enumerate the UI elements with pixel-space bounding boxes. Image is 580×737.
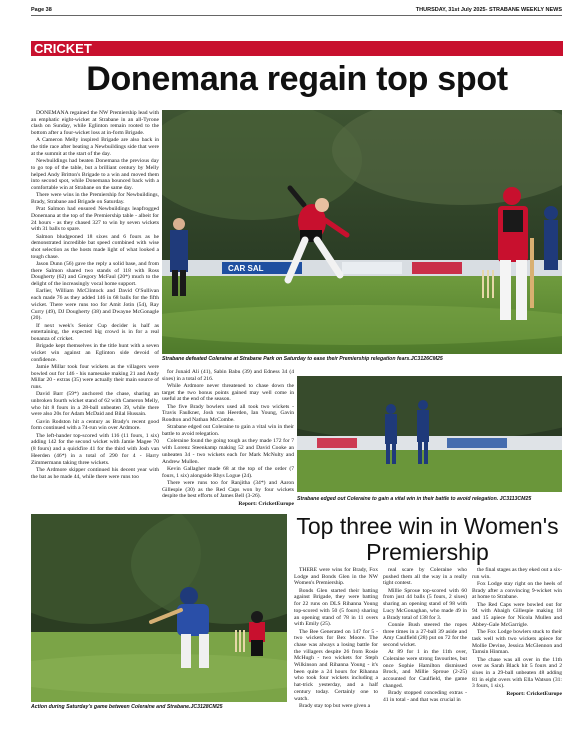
side-photo [297, 376, 562, 492]
article2-column2 [383, 567, 467, 717]
paragraph: The five Brady bowlers used all took two wickets - Travis Faulkner, Josh van Heerden, Ian Young, Gavin Rondton and Nathan McCombe. [162, 403, 294, 424]
paragraph: There were wins in the Premiership for Newbuildings, Brady, Strabane and Brigade on Saturday. [31, 192, 159, 205]
paragraph: At 89 for 1 in the 11th over, Coleraine were strong favourites, but once Sophie Hamilton dismissed Brock, and Millie Sproue (2-25) accounted for Caulfield, the game changed. [383, 649, 467, 689]
paragraph: The Bee Generated on 147 for 5 - two wickets for Bex Moore. The chase was always a losing battle for the villagers despite 26 from Rosie McHugh - two wickets for Steph Wilkinson and Rihanna Young - it's been quite a 24 hours for Rihanna who took four wickets including a hat-trick yesterday, and a half century today. Certainly one to watch. [294, 628, 378, 702]
paragraph: Gavin Rodston hit a century as Brady's recent good form continued with a 74-run win over Ardmore. [31, 418, 159, 432]
report-credit: Report: CricketEurope [238, 500, 294, 507]
article2-column1 [294, 567, 378, 717]
headline: Donemana regain top spot [86, 60, 508, 98]
article2-column3 [472, 567, 562, 717]
paragraph: Newbuildings had beaten Donemana the previous day to go top of the table, but a brilliant century by Melly helped Andy Britton's Brigade to a win and moved them into second spot, while Donemana bounced back with a comfortable win at Strabane on the same day. [31, 158, 159, 191]
paragraph: Bonds Glen started their batting against Brigade, they were batting for 22 runs on DLS Rihanna Young top-scored with 50 (5 fours) sharing an opening stand of 78 in 11 overs with Emily (25). [294, 587, 378, 628]
paragraph: Brigade kept themselves in the title hunt with a seven wicket win against an Eglinton side devoid of confidence. [31, 343, 159, 363]
paragraph: Fox Lodge stay right on the heels of Brady after a convincing 9-wicket win at home to Strabane. [472, 581, 562, 601]
paragraph: The Fox Lodge bowlers stuck to their task well with two wickets apiece for Mollie Devine, Jessica McGlennon and Tamsin Hinman. [472, 629, 562, 656]
paragraph: A Cameron Melly inspired Brigade are also back in the title race after beating a Newbuildings side that were at the summit at the start of the day. [31, 137, 159, 157]
headline-womens-premiership: Top three win in Women's Premiership [296, 513, 559, 565]
paragraph: While Ardmore never threatened to chase down the target the two bonus points gained may well come in useful at the end of the season. [162, 383, 294, 403]
edition-line: THURSDAY, 31st July 2025- STRABANE WEEKLY NEWS [415, 7, 562, 13]
paragraph: Strabane edged out Coleraine to gain a vital win in their battle to avoid relegation. [162, 424, 294, 438]
paragraph: Prat Salmon had ensured Newbuildings leapfrogged Donemana at the top of the Premiership table - albeit for 24 hours - as they chased 327 to win by seven wickets with 31 balls to spare. [31, 206, 159, 233]
paragraph: Connie Bush steered the ropes three times in a 27-ball 39 aside and Amy Caulfield (28) put on 72 for the second wicket. [383, 621, 467, 648]
article1-column2 [162, 369, 294, 507]
paragraph: The Red Caps were bowled out for 94 with Abaigh Gillespie making 18 and 15 apiece for Nicola Mullen and Abbey-Gale McGarrigle. [472, 601, 562, 628]
bottom-photo-caption: Action during Saturday's game between Coleraine and Strabane.JC3128CM25 [31, 704, 223, 710]
paragraph: Coleraine found the going tough as they made 172 for 7 with Lorenz Steenkamp making 52 and David Cooke an unbeaten 34 - two wickets each for Mark McNulty and Andrew Mullen. [162, 438, 294, 465]
paragraph: Earlier, William McClintock and David O'Sullivan each made 76 as they added 146 in 68 balls for the fifth wicket. There were runs too for Amit Jotin (54), Ray Curry (49), DJ Dougherty (38) and Dwayne McGonagle (20). [31, 288, 159, 322]
stumps [482, 270, 494, 298]
paragraph: for Junaid Ali (41), Sabin Babu (39) and Edness 34 (4 sixes) in a total of 216. [162, 369, 294, 382]
section-label: CRICKET [31, 41, 563, 56]
paragraph: Brady stay top but were given a [299, 702, 371, 709]
paragraph: There were runs too for Ranjitha (34*) and Aaron Gillespie (30) as the Red Caps won by four wickets despite the best efforts of James Bell (3-26). [162, 479, 294, 500]
bottom-photo [31, 514, 287, 702]
paragraph: Jamie Millar took four wickets as the villagers were bowled out for 146 - his namesake making 21 and Andy Millar 20 - extras (35) were actually their main source of runs. [31, 363, 159, 391]
keeper-figure [249, 611, 265, 656]
fielder-figure [544, 206, 558, 270]
page-header [31, 4, 562, 16]
side-photo-caption: Strabane edged out Coleraine to gain a vital win in their battle to avoid relegation. JC3113CM25 [297, 496, 532, 502]
paragraph: David Barr (59*) anchored the chase, sharing an unbroken fourth wicket stand of 62 with Cameron Melly, who hit 8 fours in a 28-ball unbeaten 39, while there were also 20s for Adam McDaid and Bilal Hussain. [31, 391, 159, 418]
paragraph: The chase was all over in the 11th over as Sarah Black hit 5 fours and 2 sixes in a 29-ball unbeaten 48 adding 81 in eight overs with Ella Watson (31: 3 fours, 1 six). [472, 656, 562, 690]
stumps [235, 630, 245, 652]
paragraph: the final stages as they eked out a six-run win. [472, 567, 562, 580]
report-credit: Report: CricketEurope [506, 690, 562, 697]
page-number: Page 38 [31, 7, 52, 13]
paragraph: If next week's Senior Cup decider is half as entertaining, the expected big crowd is in for a real bonanza of cricket. [31, 322, 159, 342]
ad-board-sign: CAR SAL [228, 264, 264, 273]
paragraph: Kevin Gallagher made 68 at the top of the order (7 fours, 1 six) alongside Rhys Logue (24). [162, 465, 294, 479]
paragraph: The left-hander top-scored with 116 (11 fours, 1 six) adding 142 for the second wicket with Jamie Magee 70 (8 fours) and a quickfire 41 for the third with Josh van Heerden (46*) in a total of 290 for 4 - Harry Zimmermann taking three wickets. [31, 432, 159, 466]
article1-column1 [31, 110, 159, 508]
main-photo-caption: Strabane defeated Coleraine at Strabane Park on Saturday to ease their Premiership relegation fears.JC3126CM25 [162, 356, 443, 362]
paragraph: Brady stopped conceding extras - 41 in total - and that was crucial in [383, 690, 467, 703]
main-photo [162, 110, 562, 354]
paragraph: Millie Sproue top-scored with 60 from just 44 balls (5 fours, 2 sixes) sharing an opening stand of 98 with Lucy McGonaghan, who made 49 in a Brady total of 138 for 3. [383, 587, 467, 621]
paragraph: The Ardmore skipper continued his decent year with the bat as he made 44, while there were runs too [31, 466, 159, 480]
paragraph: DONEMANA regained the NW Premiership lead with an emphatic eight-wicket at Strabane in an all-Tyrone clash on Sunday, while Eglinton remain rooted to the bottom after a four-wicket loss at in-form Brigade. [31, 110, 159, 137]
paragraph: THERE were wins for Brady, Fox Lodge and Bonds Glen in the NW Women's Premiership. [294, 567, 378, 587]
paragraph: Salmon bludgeoned 18 sixes and 6 fours as he demonstrated incredible bat speed combined with wise shot selection as the hosts made light of what looked a tough chase. [31, 233, 159, 260]
paragraph: Jason Dunn (56) gave the reply a solid base, and from there Salmon shared two stands of 118 with Ross Dougherty (62) and Gregory McFaul (20*) much to the delight of the increasingly vocal home support. [31, 261, 159, 288]
paragraph: real scare by Coleraine who pushed them all the way in a really tight contest. [383, 567, 467, 587]
